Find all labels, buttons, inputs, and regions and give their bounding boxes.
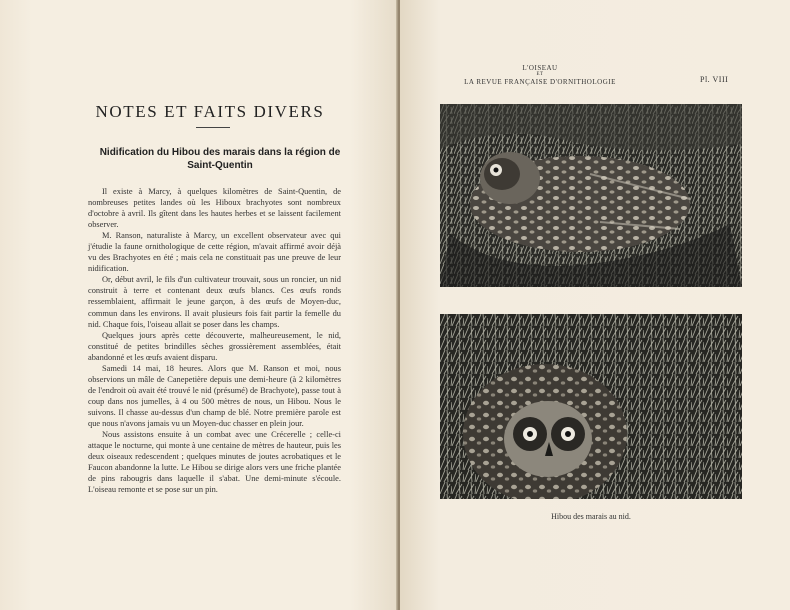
paragraph: M. Ranson, naturaliste à Marcy, un excellent observateur avec qui j'étudie la faune ornithologique de cette région, m'avait affirmé avoir déjà vu des Brachyotes en été ; mais cela ne constituait pas une preuve de leur nidification. [88, 231, 341, 274]
heading-rule [196, 127, 230, 128]
photo-caption: Hibou des marais au nid. [551, 512, 631, 521]
paragraph: Quelques jours après cette découverte, malheureusement, le nid, constitué de petites brindilles sèches grossièrement assemblées, était abandonné et les œufs avaient disparu. [88, 330, 341, 362]
running-title-1: L'OISEAU [522, 64, 558, 72]
owl-photo-bottom [440, 314, 742, 499]
owl-photo-top [440, 104, 742, 287]
paragraph: Il existe à Marcy, à quelques kilomètres de Saint-Quentin, de nombreuses petites landes où les Hiboux brachyotes sont nombreux d'octobre à avril. Ils gîtent dans les hautes herbes et se laissent facilement observer. [88, 187, 341, 230]
article-body [88, 186, 341, 495]
running-title-2: ET [536, 72, 544, 77]
paragraph: Nous assistons ensuite à un combat avec une Crécerelle ; celle-ci attaque le nocturne, qui monte à une centaine de mètres de hauteur, puis les deux oiseaux redescendent ; quelques minutes de joutes acrobatiques et le Faucon abandonne la lutte. Le Hibou se dirige alors vers une friche plantée de pins rabougris dans laquelle il s'abat. Une demi-minute s'écoule. L'oiseau remonte et se pose sur un pin. [88, 430, 341, 495]
plate-number: Pl. VIII [700, 75, 729, 84]
section-heading: NOTES ET FAITS DIVERS [95, 102, 325, 121]
owl-nest-image [440, 104, 742, 287]
article-title: Nidification du Hibou des marais dans la région de Saint-Quentin [99, 147, 341, 171]
paragraph: Or, début avril, le fils d'un cultivateur trouvait, sous un roncier, un nid construit à terre et contenant deux œufs blancs. Ces œufs ronds ressemblaient, affirmait le jeune garçon, à des œufs de Moyen-duc, commun dans les environs. Il avait plusieurs fois fait partir la femelle du nid. Chaque fois, l'oiseau allait se poser dans les champs. [88, 275, 341, 329]
running-title-3: LA REVUE FRANÇAISE D'ORNITHOLOGIE [464, 78, 616, 86]
running-header [430, 64, 650, 86]
owl-face-image [440, 314, 742, 499]
paragraph: Samedi 14 mai, 18 heures. Alors que M. Ranson et moi, nous observions un mâle de Canepetière depuis une demi-heure (à 2 kilomètres de l'endroit où avait été trouvé le nid (présumé) de Brachyote), passe tout à coup dans nos jumelles, à 4 ou 500 mètres de nous, un Hibou. Nous le suivons. Il chasse au-dessus d'un champ de blé. Notre première parole est que nous n'avons jamais vu un Moyen-duc chasser en plein jour. [88, 363, 341, 428]
